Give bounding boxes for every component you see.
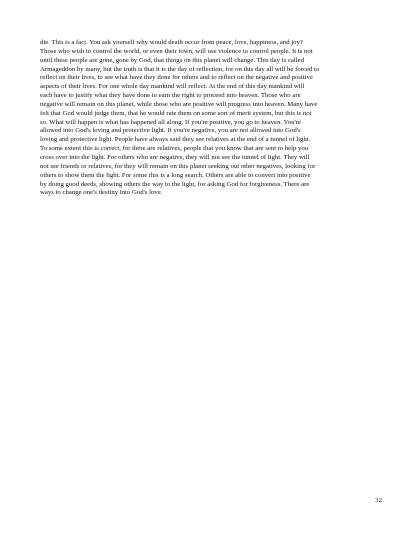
text-line: Those who wish to control the world, or even their town, will use violence to control people. It is not [40, 47, 313, 55]
text-line: allowed into God's loving and protective light. If you're negative, you are not allowed into God's [40, 127, 301, 135]
text-line: cross over into the light. For others who are negative, they will not see the tunnel of light. They will [40, 153, 310, 161]
text-line: by doing good deeds, showing others the way to the light, for asking God for forgiveness. There are [40, 180, 310, 188]
text-line: Armageddon by many, but the truth is that it is the day of reflection, for on this day all will be forced to [40, 65, 320, 73]
text-line: felt that God would judge them, that he would rate them on some sort of merit system, but this is not [40, 109, 312, 117]
text-line: so. What will happen is what has happened all along. If you're positive, you go to heaven. You're [40, 118, 302, 126]
text-line: each have to justify what they have done to earn the right to proceed into heaven. Those who are [40, 92, 301, 100]
text-line: until these people are gone, gone by God, that things on this planet will change. This day is called [40, 56, 305, 64]
text-line: reflect on their lives, to see what have they done for others and to reflect on the negative and positive [40, 74, 313, 82]
text-line: not see friends or relatives, for they will remain on this planet seeking out other negatives, looking for [40, 162, 316, 170]
text-line: aspects of their lives. For one whole day mankind will reflect. At the end of this day mankind will [40, 83, 305, 91]
text-line: negative will remain on this planet, while those who are positive will progress into heaven. Many have [40, 100, 318, 108]
text-line: To some extent this is correct, for there are relatives, people that you know that are sent to help you [40, 145, 309, 153]
text-line: others to show them the light. For some this is a long search. Others are able to convert into positive [40, 171, 311, 179]
body-text [40, 39, 385, 198]
text-line: ways to change one's destiny into God's love. [40, 189, 163, 197]
text-line: loving and protective light. People have always said they see relatives at the end of a tunnel of light. [40, 136, 311, 144]
page-number: 32 [375, 497, 382, 504]
text-line: die. This is a fact. You ask yourself why would death occur from peace, love, happiness, and joy? [40, 39, 303, 46]
